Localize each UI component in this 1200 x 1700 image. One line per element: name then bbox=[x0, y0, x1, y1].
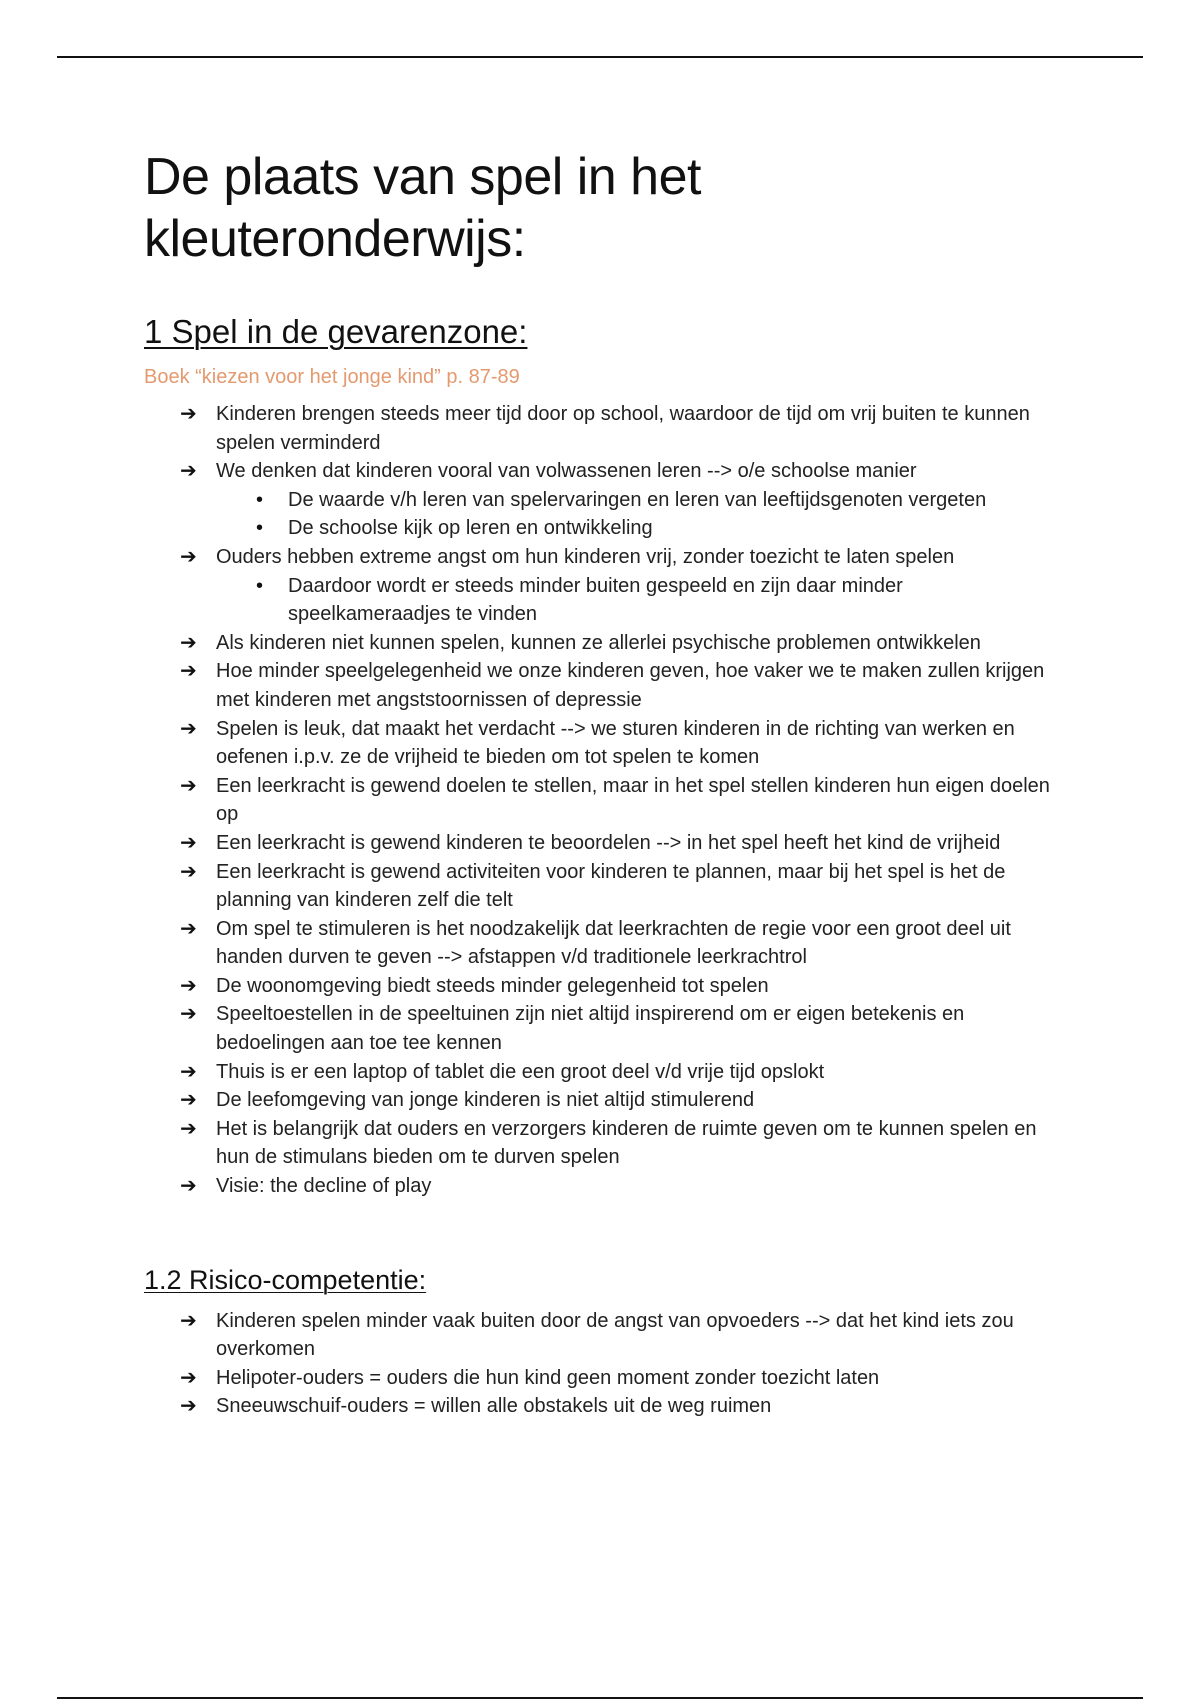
arrow-bullet-icon: ➔ bbox=[180, 774, 197, 797]
list-item-text: Een leerkracht is gewend activiteiten voor kinderen te plannen, maar bij het spel is het de planning van kinderen zelf die telt bbox=[216, 860, 1006, 912]
list-item bbox=[180, 1172, 1064, 1201]
section1-list bbox=[144, 400, 1064, 1201]
arrow-bullet-icon: ➔ bbox=[180, 545, 197, 568]
arrow-bullet-icon: ➔ bbox=[180, 717, 197, 740]
list-item-text: Hoe minder speelgelegenheid we onze kinderen geven, hoe vaker we te maken zullen krijgen met kinderen met angststoornissen of depressie bbox=[216, 660, 1045, 711]
list-item bbox=[180, 1086, 1064, 1115]
arrow-bullet-icon: ➔ bbox=[180, 660, 197, 683]
list-item-text: Een leerkracht is gewend doelen te stellen, maar in het spel stellen kinderen hun eigen doelen op bbox=[216, 774, 1050, 826]
list-item-text: Een leerkracht is gewend kinderen te beoordelen --> in het spel heeft het kind de vrijheid bbox=[216, 831, 1001, 854]
sub-list-item bbox=[252, 572, 1064, 629]
list-item bbox=[180, 829, 1064, 858]
bottom-rule bbox=[57, 1697, 1143, 1699]
list-item bbox=[180, 1307, 1064, 1364]
list-item-text: Als kinderen niet kunnen spelen, kunnen ze allerlei psychische problemen ontwikkelen bbox=[216, 631, 981, 654]
section1-heading: 1 Spel in de gevarenzone: bbox=[144, 313, 528, 350]
list-item-text: Visie: the decline of play bbox=[216, 1175, 432, 1198]
list-item-text: De woonomgeving biedt steeds minder gelegenheid tot spelen bbox=[216, 974, 769, 997]
list-item bbox=[180, 715, 1064, 772]
list-item-text: Ouders hebben extreme angst om hun kinderen vrij, zonder toezicht te laten spelen bbox=[216, 545, 955, 568]
list-item-text: Kinderen brengen steeds meer tijd door op school, waardoor de tijd om vrij buiten te kunnen spelen verminderd bbox=[216, 403, 1030, 454]
list-item bbox=[180, 657, 1064, 714]
list-item bbox=[180, 1392, 1064, 1421]
list-item bbox=[180, 1058, 1064, 1087]
arrow-bullet-icon: ➔ bbox=[180, 974, 197, 997]
sub-list-item-text: De schoolse kijk op leren en ontwikkeling bbox=[288, 517, 653, 540]
list-item-text: Helipoter-ouders = ouders die hun kind geen moment zonder toezicht laten bbox=[216, 1366, 880, 1389]
list-item bbox=[180, 629, 1064, 658]
sub-list bbox=[216, 572, 1064, 629]
arrow-bullet-icon: ➔ bbox=[180, 1117, 197, 1140]
section1-source: Boek “kiezen voor het jonge kind” p. 87-89 bbox=[144, 366, 520, 388]
section2-heading: 1.2 Risico-competentie: bbox=[144, 1264, 427, 1295]
arrow-bullet-icon: ➔ bbox=[180, 1366, 197, 1389]
list-item-text: Om spel te stimuleren is het noodzakelijk dat leerkrachten de regie voor een groot deel uit handen durven te geven --> afstappen v/d traditionele leerkrachtrol bbox=[216, 917, 1011, 969]
arrow-bullet-icon: ➔ bbox=[180, 1003, 197, 1026]
list-item bbox=[180, 915, 1064, 972]
arrow-bullet-icon: ➔ bbox=[180, 1060, 197, 1083]
list-item bbox=[180, 972, 1064, 1001]
list-item bbox=[180, 543, 1064, 629]
sub-list-item-text: De waarde v/h leren van spelervaringen en leren van leeftijdsgenoten vergeten bbox=[288, 488, 987, 511]
arrow-bullet-icon: ➔ bbox=[180, 860, 197, 883]
page-title-line1: De plaats van spel in het bbox=[144, 148, 701, 206]
arrow-bullet-icon: ➔ bbox=[180, 460, 197, 483]
arrow-bullet-icon: ➔ bbox=[180, 403, 197, 425]
arrow-bullet-icon: ➔ bbox=[180, 631, 197, 654]
list-item bbox=[180, 858, 1064, 915]
list-item-text: De leefomgeving van jonge kinderen is niet altijd stimulerend bbox=[216, 1089, 755, 1112]
list-item-text: Het is belangrijk dat ouders en verzorgers kinderen de ruimte geven om te kunnen spelen en hun de stimulans bieden om te durven spelen bbox=[216, 1117, 1037, 1169]
list-item bbox=[180, 772, 1064, 829]
top-rule bbox=[57, 56, 1143, 58]
list-item bbox=[180, 457, 1064, 543]
document-body bbox=[144, 146, 1064, 1421]
list-item-text: Speeltoestellen in de speeltuinen zijn niet altijd inspirerend om er eigen betekenis en bedoelingen aan toe tee kennen bbox=[216, 1003, 965, 1055]
list-item bbox=[180, 1364, 1064, 1393]
list-item-text: We denken dat kinderen vooral van volwassenen leren --> o/e schoolse manier bbox=[216, 460, 917, 483]
arrow-bullet-icon: ➔ bbox=[180, 1309, 197, 1332]
arrow-bullet-icon: ➔ bbox=[180, 917, 197, 940]
list-item bbox=[180, 400, 1064, 457]
bullet-dot-icon: • bbox=[256, 517, 264, 540]
sub-list-item-text: Daardoor wordt er steeds minder buiten gespeeld en zijn daar minder speelkameraadjes te vinden bbox=[288, 574, 903, 626]
arrow-bullet-icon: ➔ bbox=[180, 831, 197, 854]
list-item bbox=[180, 1000, 1064, 1057]
section2-list bbox=[144, 1307, 1064, 1421]
sub-list-item bbox=[252, 514, 1064, 543]
list-item-text: Kinderen spelen minder vaak buiten door de angst van opvoeders --> dat het kind iets zou overkomen bbox=[216, 1309, 1014, 1361]
arrow-bullet-icon: ➔ bbox=[180, 1395, 197, 1418]
arrow-bullet-icon: ➔ bbox=[180, 1089, 197, 1112]
list-item-text: Spelen is leuk, dat maakt het verdacht --> we sturen kinderen in de richting van werken en oefenen i.p.v. ze de vrijheid te bieden om tot spelen te komen bbox=[216, 717, 1015, 769]
bullet-dot-icon: • bbox=[256, 574, 264, 597]
list-item bbox=[180, 1115, 1064, 1172]
list-item-text: Thuis is er een laptop of tablet die een groot deel v/d vrije tijd opslokt bbox=[216, 1060, 825, 1083]
page-title bbox=[144, 146, 1064, 270]
arrow-bullet-icon: ➔ bbox=[180, 1175, 197, 1198]
page-title-line2: kleuteronderwijs: bbox=[144, 210, 526, 268]
sub-list-item bbox=[252, 486, 1064, 515]
sub-list bbox=[216, 486, 1064, 543]
bullet-dot-icon: • bbox=[256, 488, 264, 511]
list-item-text: Sneeuwschuif-ouders = willen alle obstakels uit de weg ruimen bbox=[216, 1395, 772, 1418]
